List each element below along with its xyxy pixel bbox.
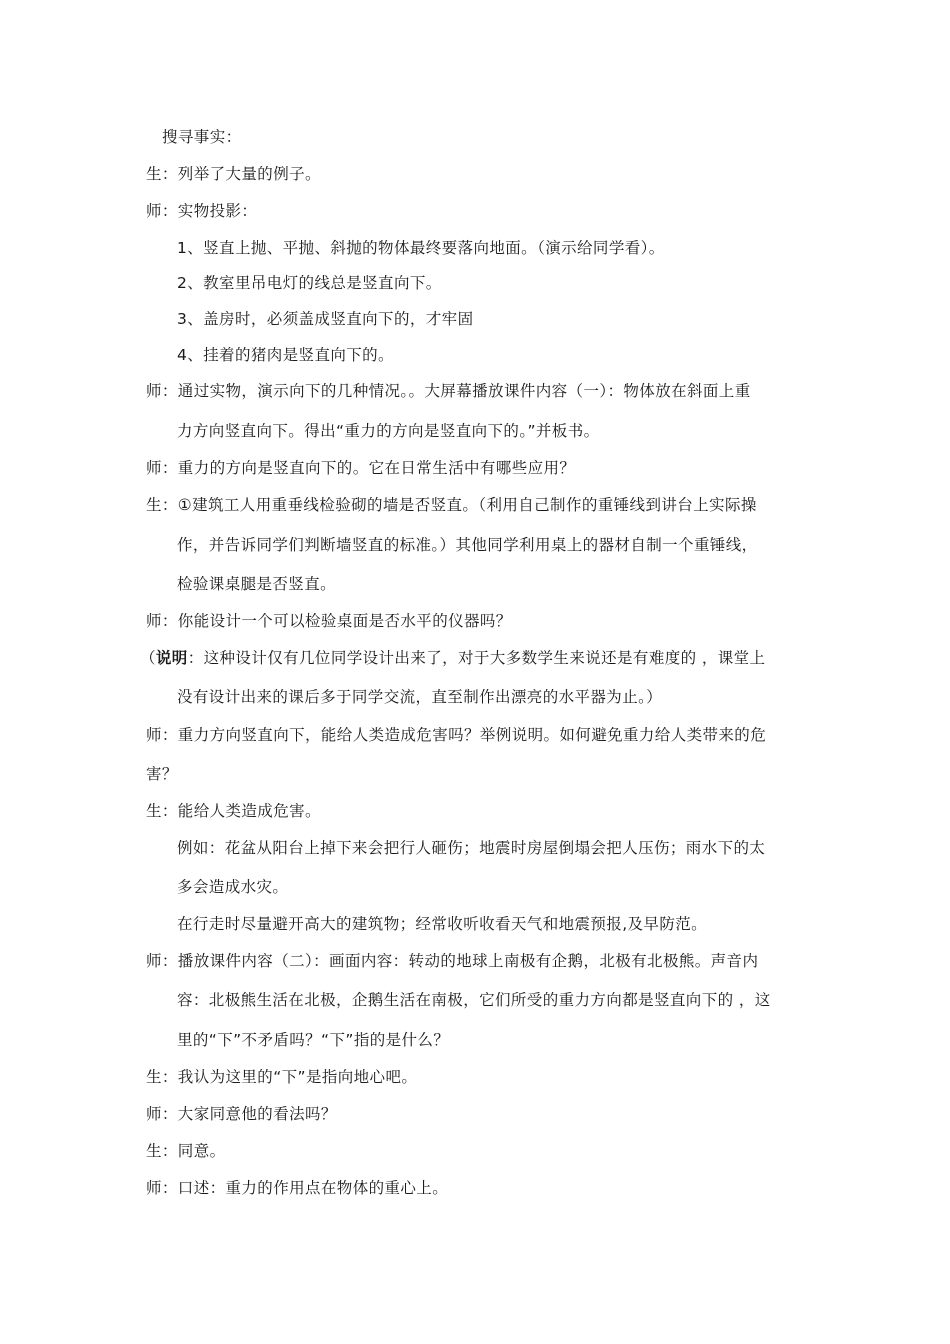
continuation-line: 里的“下”不矛盾吗？“下”指的是什么？	[177, 1031, 450, 1049]
continuation-line: 没有设计出来的课后多于同学交流，直至制作出漂亮的水平器为止。）	[177, 688, 663, 706]
list-item: 2、教室里吊电灯的线总是竖直向下。	[177, 274, 442, 292]
continuation-line: 作，并告诉同学们判断墙竖直的标准。）其他同学利用桌上的器材自制一个重锤线，	[177, 536, 758, 554]
list-item: 3、盖房时，必须盖成竖直向下的，才牢固	[177, 310, 474, 328]
continuation-line: 害？	[146, 765, 178, 783]
teacher-line: 师：你能设计一个可以检验桌面是否水平的仪器吗？	[146, 612, 512, 630]
teacher-line: 师：重力方向竖直向下，能给人类造成危害吗？举例说明。如何避免重力给人类带来的危	[146, 726, 767, 744]
continuation-line: 多会造成水灾。	[177, 878, 289, 896]
note-open-paren: （	[140, 649, 156, 667]
teacher-line: 师：实物投影：	[146, 202, 258, 220]
note-text: ：这种设计仅有几位同学设计出来了，对于大多数学生来说还是有难度的 ，课堂上	[187, 649, 766, 667]
teacher-line: 师：重力的方向是竖直向下的。它在日常生活中有哪些应用？	[146, 459, 576, 477]
student-line: 生：我认为这里的“下”是指向地心吧。	[146, 1068, 418, 1086]
student-line: 生：列举了大量的例子。	[146, 165, 321, 183]
teacher-line: 师：播放课件内容（二）：画面内容：转动的地球上南极有企鹅，北极有北极熊。声音内	[146, 952, 759, 970]
continuation-line: 检验课桌腿是否竖直。	[177, 575, 337, 593]
note-line	[140, 648, 765, 668]
student-line: 生：能给人类造成危害。	[146, 802, 321, 820]
note-label: 说明	[155, 649, 188, 667]
continuation-line: 力方向竖直向下。得出“重力的方向是竖直向下的。”并板书。	[177, 422, 600, 440]
example-line: 在行走时尽量避开高大的建筑物；经常收听收看天气和地震预报,及早防范。	[177, 915, 708, 933]
continuation-line: 容：北极熊生活在北极，企鹅生活在南极，它们所受的重力方向都是竖直向下的 ，这	[177, 991, 771, 1009]
list-item: 4、挂着的猪肉是竖直向下的。	[177, 346, 394, 364]
teacher-line: 师：大家同意他的看法吗？	[146, 1105, 337, 1123]
example-line: 例如：花盆从阳台上掉下来会把行人砸伤；地震时房屋倒塌会把人压伤；雨水下的太	[177, 839, 766, 857]
list-item: 1、竖直上抛、平抛、斜抛的物体最终要落向地面。（演示给同学看）。	[177, 239, 665, 257]
section-heading: 搜寻事实：	[162, 128, 242, 146]
student-line: 生：同意。	[146, 1142, 226, 1160]
teacher-line: 师：通过实物，演示向下的几种情况。。大屏幕播放课件内容（一）：物体放在斜面上重	[146, 382, 751, 400]
student-line: 生：①建筑工人用重垂线检验砌的墙是否竖直。（利用自己制作的重锤线到讲台上实际操	[146, 496, 757, 514]
teacher-line: 师：口述：重力的作用点在物体的重心上。	[146, 1179, 449, 1197]
